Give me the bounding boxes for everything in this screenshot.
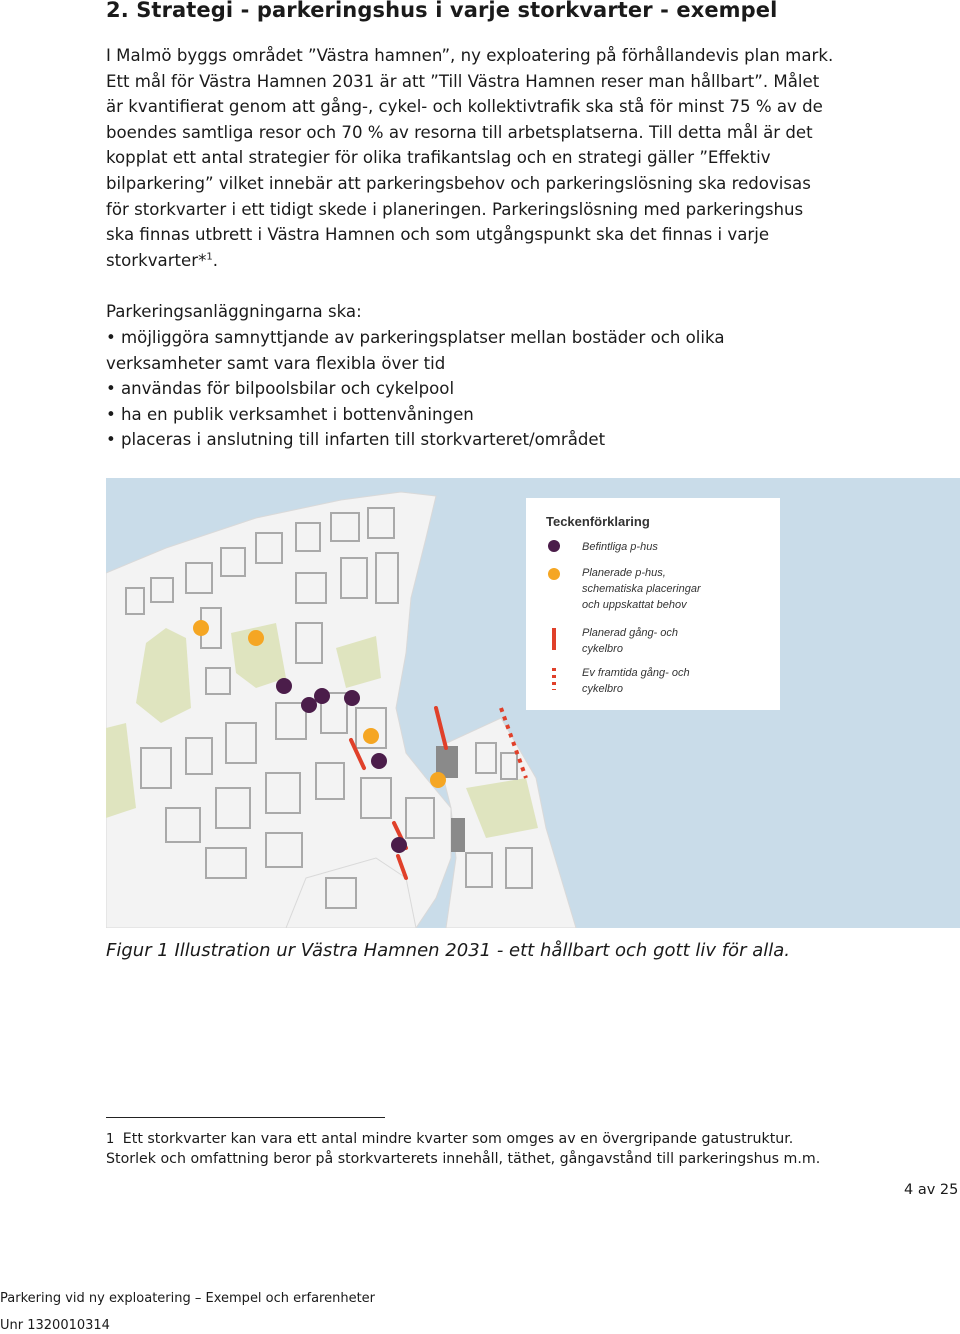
document-id: Unr 1320010314 [0,1318,110,1333]
bullet-icon: • [106,430,116,450]
bullet-icon: • [106,379,116,399]
list-item: • möjliggöra samnyttjande av parkeringsplatser mellan bostäder och olika verksamheter samt vara flexibla över tid [106,325,836,376]
map-legend [526,498,780,710]
legend-bridge-label: Planerad gång- och cykelbro [582,627,679,655]
site-map [106,478,960,928]
purple-dot-icon [548,540,560,552]
footnote [106,1130,836,1168]
intro-end: . [212,250,219,270]
footnote-divider [106,1117,385,1118]
intro-paragraph [106,43,836,273]
footnote-text: Ett storkvarter kan vara ett antal mindre kvarter som omges av en övergripande gatustruktur. Storlek och omfattning beror på storkvarterets innehåll, täthet, gångavstånd till parkeringshus m.m. [106,1131,821,1167]
page-heading: 2. Strategi - parkeringshus i varje storkvarter - exempel [106,0,778,22]
intro-text: I Malmö byggs området ”Västra hamnen”, ny exploatering på förhållandevis plan mark. Ett mål för Västra Hamnen 2031 är att ”Till Västra Hamnen reser man hållbart”. Målet är kvantifierat genom att gång-, cykel- och kollektivtrafik ska stå för minst 75 % av de boendes samtliga resor och 70 % av resorna till arbetsplatserna. Till detta mål är det kopplat ett antal strategier för olika trafikantslag och en strategi gäller ”Effektiv bilparkering” vilket innebär att parkeringsbehov och parkeringslösning ska redovisas för storkvarter i ett tidigt skede i planeringen. Parkeringslösning med parkeringshus ska finnas utbrett i Västra Hamnen och som utgångspunkt ska det finnas i varje storkvarter* [106,46,834,270]
bullet-icon: • [106,328,116,347]
legend-title: Teckenförklaring [546,514,650,529]
footnote-number: 1 [106,1132,115,1147]
list-item: • ha en publik verksamhet i bottenvåningen [106,402,836,428]
footnote-reference[interactable]: 1 [206,251,213,263]
page-number: 4 av 25 [904,1182,959,1198]
figure-caption: Figur 1 Illustration ur Västra Hamnen 2031 - ett hållbart och gott liv för alla. [106,940,790,961]
footer-title: Parkering vid ny exploatering – Exempel och erfarenheter [0,1291,376,1306]
orange-dot-icon [548,568,560,580]
legend-future-bridge-label: Ev framtida gång- och cykelbro [582,667,690,695]
list-item: • placeras i anslutning till infarten till storkvarteret/området [106,427,836,453]
requirements-list [106,325,836,453]
list-item: • användas för bilpoolsbilar och cykelpool [106,376,836,402]
legend-planned-label: Planerade p-hus, schematiska placeringar och uppskattat behov [582,567,701,611]
legend-existing-label: Befintliga p-hus [582,541,658,553]
bullet-icon: • [106,404,116,424]
requirements-intro: Parkeringsanläggningarna ska: [106,302,362,321]
